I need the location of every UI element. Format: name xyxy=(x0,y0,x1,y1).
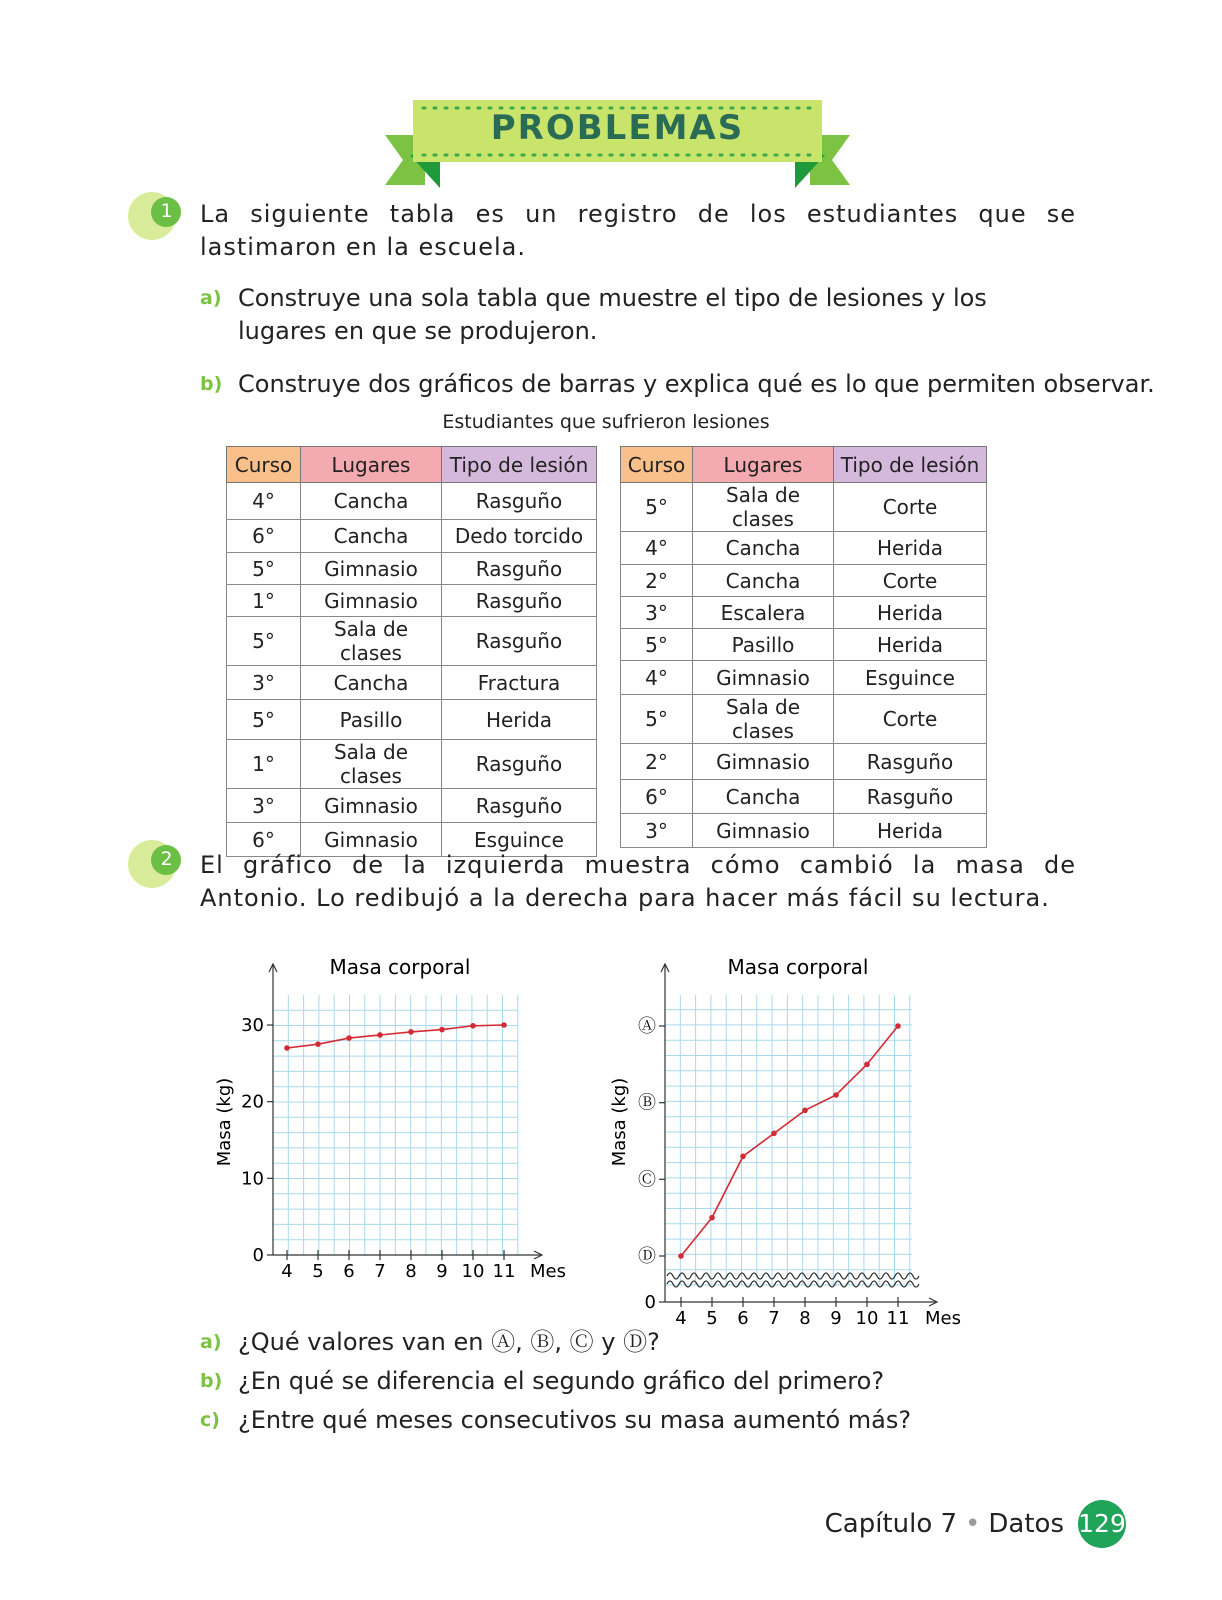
part-b-label: b) xyxy=(200,373,223,395)
data-point xyxy=(895,1023,901,1029)
data-point xyxy=(678,1253,684,1259)
cell-lugar: Gimnasio xyxy=(301,823,442,857)
page-footer xyxy=(825,1500,1126,1548)
y-tick-label: 0 xyxy=(644,1292,656,1313)
footer-section: Datos xyxy=(988,1509,1064,1539)
cell-curso: 5° xyxy=(621,695,693,744)
cell-lugar: Cancha xyxy=(301,666,442,700)
footer-separator: • xyxy=(965,1509,981,1539)
cell-lugar: Pasillo xyxy=(693,629,834,661)
cell-lugar: Sala de clases xyxy=(693,695,834,744)
y-tick-label: 30 xyxy=(241,1015,264,1036)
cell-curso: 5° xyxy=(227,700,301,740)
cell-curso: 3° xyxy=(227,666,301,700)
cell-tipo: Rasguño xyxy=(442,553,597,585)
cell-curso: 1° xyxy=(227,740,301,789)
cell-tipo: Corte xyxy=(834,565,987,597)
part-a-text: ¿Qué valores van en Ⓐ, Ⓑ, Ⓒ y Ⓓ? xyxy=(238,1328,660,1356)
x-tick-label: 6 xyxy=(737,1308,749,1329)
cell-tipo: Herida xyxy=(834,814,987,848)
chart-title: Masa corporal xyxy=(727,955,869,979)
part-b-text: ¿En qué se diferencia el segundo gráfico del primero? xyxy=(238,1367,885,1395)
table-row xyxy=(621,780,987,814)
cell-curso: 5° xyxy=(621,629,693,661)
y-tick-label: Ⓑ xyxy=(638,1092,656,1114)
part-c-text: ¿Entre qué meses consecutivos su masa aumentó más? xyxy=(238,1406,912,1434)
x-tick-label: 9 xyxy=(830,1308,842,1329)
footer-chapter: Capítulo 7 xyxy=(824,1509,958,1539)
injuries-table-right xyxy=(620,446,987,848)
part-b-text: Construye dos gráficos de barras y explica qué es lo que permiten observar. xyxy=(238,370,1155,398)
cell-curso: 4° xyxy=(621,532,693,565)
cell-curso: 4° xyxy=(227,483,301,520)
table-row xyxy=(227,789,597,823)
x-tick-label: 11 xyxy=(492,1261,516,1282)
y-tick-label: 10 xyxy=(241,1168,264,1190)
cell-tipo: Herida xyxy=(834,532,987,565)
x-tick-label: 8 xyxy=(405,1261,417,1282)
cell-curso: 6° xyxy=(227,520,301,553)
cell-tipo: Herida xyxy=(834,597,987,629)
page-number: 129 xyxy=(1078,1500,1126,1548)
cell-lugar: Pasillo xyxy=(301,700,442,740)
cell-lugar: Gimnasio xyxy=(693,661,834,695)
data-point xyxy=(377,1032,383,1038)
axis-break xyxy=(667,1273,919,1279)
data-point xyxy=(501,1022,507,1028)
cell-curso: 6° xyxy=(227,823,301,857)
table-row xyxy=(227,483,597,520)
problem-1-number-badge xyxy=(128,190,180,242)
cell-lugar: Gimnasio xyxy=(301,789,442,823)
cell-lugar: Gimnasio xyxy=(301,553,442,585)
cell-lugar: Cancha xyxy=(301,483,442,520)
table-row xyxy=(621,695,987,744)
cell-tipo: Herida xyxy=(442,700,597,740)
injuries-table-left xyxy=(226,446,597,857)
cell-curso: 3° xyxy=(621,814,693,848)
header-curso: Curso xyxy=(621,447,693,483)
x-tick-label: 11 xyxy=(886,1308,910,1329)
table-row xyxy=(621,597,987,629)
axis-break xyxy=(667,1281,919,1287)
cell-tipo: Rasguño xyxy=(442,740,597,789)
x-tick-label: 6 xyxy=(343,1261,355,1282)
data-point xyxy=(833,1092,839,1098)
part-a-label: a) xyxy=(200,287,222,309)
table-row xyxy=(621,744,987,780)
table-row xyxy=(621,483,987,532)
table-row xyxy=(621,814,987,848)
cell-tipo: Dedo torcido xyxy=(442,520,597,553)
cell-tipo: Esguince xyxy=(442,823,597,857)
data-point xyxy=(439,1027,445,1033)
part-a-text: Construye una sola tabla que muestre el tipo de lesiones y los lugares en que se produjeron. xyxy=(238,284,987,345)
table-row xyxy=(227,617,597,666)
data-point xyxy=(408,1029,414,1035)
table-title: Estudiantes que sufrieron lesiones xyxy=(442,411,770,433)
data-point xyxy=(346,1035,352,1041)
cell-tipo: Corte xyxy=(834,483,987,532)
cell-tipo: Fractura xyxy=(442,666,597,700)
cell-tipo: Rasguño xyxy=(442,617,597,666)
cell-curso: 2° xyxy=(621,744,693,780)
header-tipo: Tipo de lesión xyxy=(442,447,597,483)
cell-tipo: Rasguño xyxy=(442,789,597,823)
x-tick-label: 5 xyxy=(706,1308,718,1329)
x-tick-label: 10 xyxy=(461,1261,485,1282)
series-line xyxy=(681,1026,898,1256)
part-a-label: a) xyxy=(200,1331,222,1353)
table-row xyxy=(621,532,987,565)
cell-curso: 2° xyxy=(621,565,693,597)
y-tick-label: Ⓐ xyxy=(638,1016,656,1037)
y-tick-label: Ⓓ xyxy=(638,1246,656,1267)
y-tick-label: Ⓒ xyxy=(638,1169,656,1191)
table-row xyxy=(621,565,987,597)
mass-chart-left xyxy=(200,950,580,1290)
problem-2-number: 2 xyxy=(160,848,173,870)
cell-lugar: Cancha xyxy=(301,520,442,553)
y-axis-label: Masa (kg) xyxy=(609,1077,630,1167)
cell-lugar: Cancha xyxy=(693,565,834,597)
cell-tipo: Rasguño xyxy=(442,585,597,617)
x-axis-label: Mes xyxy=(530,1261,566,1282)
table-row xyxy=(227,666,597,700)
data-point xyxy=(802,1108,808,1114)
data-point xyxy=(740,1154,746,1160)
table-row xyxy=(621,661,987,695)
problem-2-number-badge xyxy=(128,838,180,890)
data-point xyxy=(284,1045,290,1051)
cell-tipo: Rasguño xyxy=(442,483,597,520)
table-row xyxy=(227,740,597,789)
cell-tipo: Herida xyxy=(834,629,987,661)
cell-lugar: Escalera xyxy=(693,597,834,629)
table-row xyxy=(227,585,597,617)
chart-grid xyxy=(665,995,912,1285)
header-tipo: Tipo de lesión xyxy=(834,447,987,483)
x-tick-label: 9 xyxy=(436,1261,448,1282)
x-tick-label: 5 xyxy=(312,1261,324,1282)
x-tick-label: 8 xyxy=(799,1308,811,1329)
cell-tipo: Rasguño xyxy=(834,780,987,814)
problem-2-part-b xyxy=(200,1365,1080,1398)
cell-tipo: Rasguño xyxy=(834,744,987,780)
problem-1-part-b xyxy=(200,368,1155,401)
x-tick-label: 7 xyxy=(768,1308,780,1329)
x-tick-label: 7 xyxy=(374,1261,386,1282)
cell-curso: 4° xyxy=(621,661,693,695)
problem-1-part-a xyxy=(200,282,1080,348)
cell-curso: 5° xyxy=(621,483,693,532)
cell-lugar: Gimnasio xyxy=(301,585,442,617)
table-row xyxy=(227,553,597,585)
problem-2-text: El gráfico de la izquierda muestra cómo cambió la masa de Antonio. Lo redibujó a la derecha para hacer más fácil su lectura. xyxy=(200,851,1076,912)
table-row xyxy=(621,629,987,661)
cell-lugar: Sala de clases xyxy=(693,483,834,532)
problem-1-text: La siguiente tabla es un registro de los estudiantes que se lastimaron en la escuela. xyxy=(200,200,1076,261)
y-tick-label: 20 xyxy=(241,1091,264,1113)
y-axis-label: Masa (kg) xyxy=(214,1077,235,1167)
data-point xyxy=(771,1131,777,1137)
part-c-label: c) xyxy=(200,1409,220,1431)
cell-curso: 5° xyxy=(227,617,301,666)
cell-lugar: Gimnasio xyxy=(693,814,834,848)
table-row xyxy=(227,700,597,740)
header-lugares: Lugares xyxy=(301,447,442,483)
x-axis-label: Mes xyxy=(925,1308,961,1329)
chart-title: Masa corporal xyxy=(329,955,471,979)
x-tick-label: 4 xyxy=(281,1261,293,1282)
cell-lugar: Sala de clases xyxy=(301,740,442,789)
cell-curso: 6° xyxy=(621,780,693,814)
cell-tipo: Esguince xyxy=(834,661,987,695)
cell-lugar: Sala de clases xyxy=(301,617,442,666)
banner-title: PROBLEMAS xyxy=(490,108,745,148)
x-tick-label: 4 xyxy=(675,1308,687,1329)
cell-curso: 3° xyxy=(227,789,301,823)
header-curso: Curso xyxy=(227,447,301,483)
data-point xyxy=(864,1062,870,1068)
cell-curso: 5° xyxy=(227,553,301,585)
mass-chart-right xyxy=(595,950,975,1340)
data-point xyxy=(709,1215,715,1221)
cell-curso: 1° xyxy=(227,585,301,617)
y-tick-label: 0 xyxy=(252,1245,264,1266)
header-lugares: Lugares xyxy=(693,447,834,483)
cell-lugar: Cancha xyxy=(693,532,834,565)
part-b-label: b) xyxy=(200,1370,223,1392)
x-tick-label: 10 xyxy=(855,1308,879,1329)
cell-tipo: Corte xyxy=(834,695,987,744)
data-point xyxy=(315,1041,321,1047)
cell-lugar: Gimnasio xyxy=(693,744,834,780)
problem-2-part-c xyxy=(200,1404,1080,1437)
data-point xyxy=(470,1023,476,1029)
cell-curso: 3° xyxy=(621,597,693,629)
cell-lugar: Cancha xyxy=(693,780,834,814)
problemas-banner xyxy=(385,100,850,195)
problem-1-number: 1 xyxy=(160,200,173,222)
problem-2-part-a xyxy=(200,1326,1080,1359)
table-row xyxy=(227,520,597,553)
